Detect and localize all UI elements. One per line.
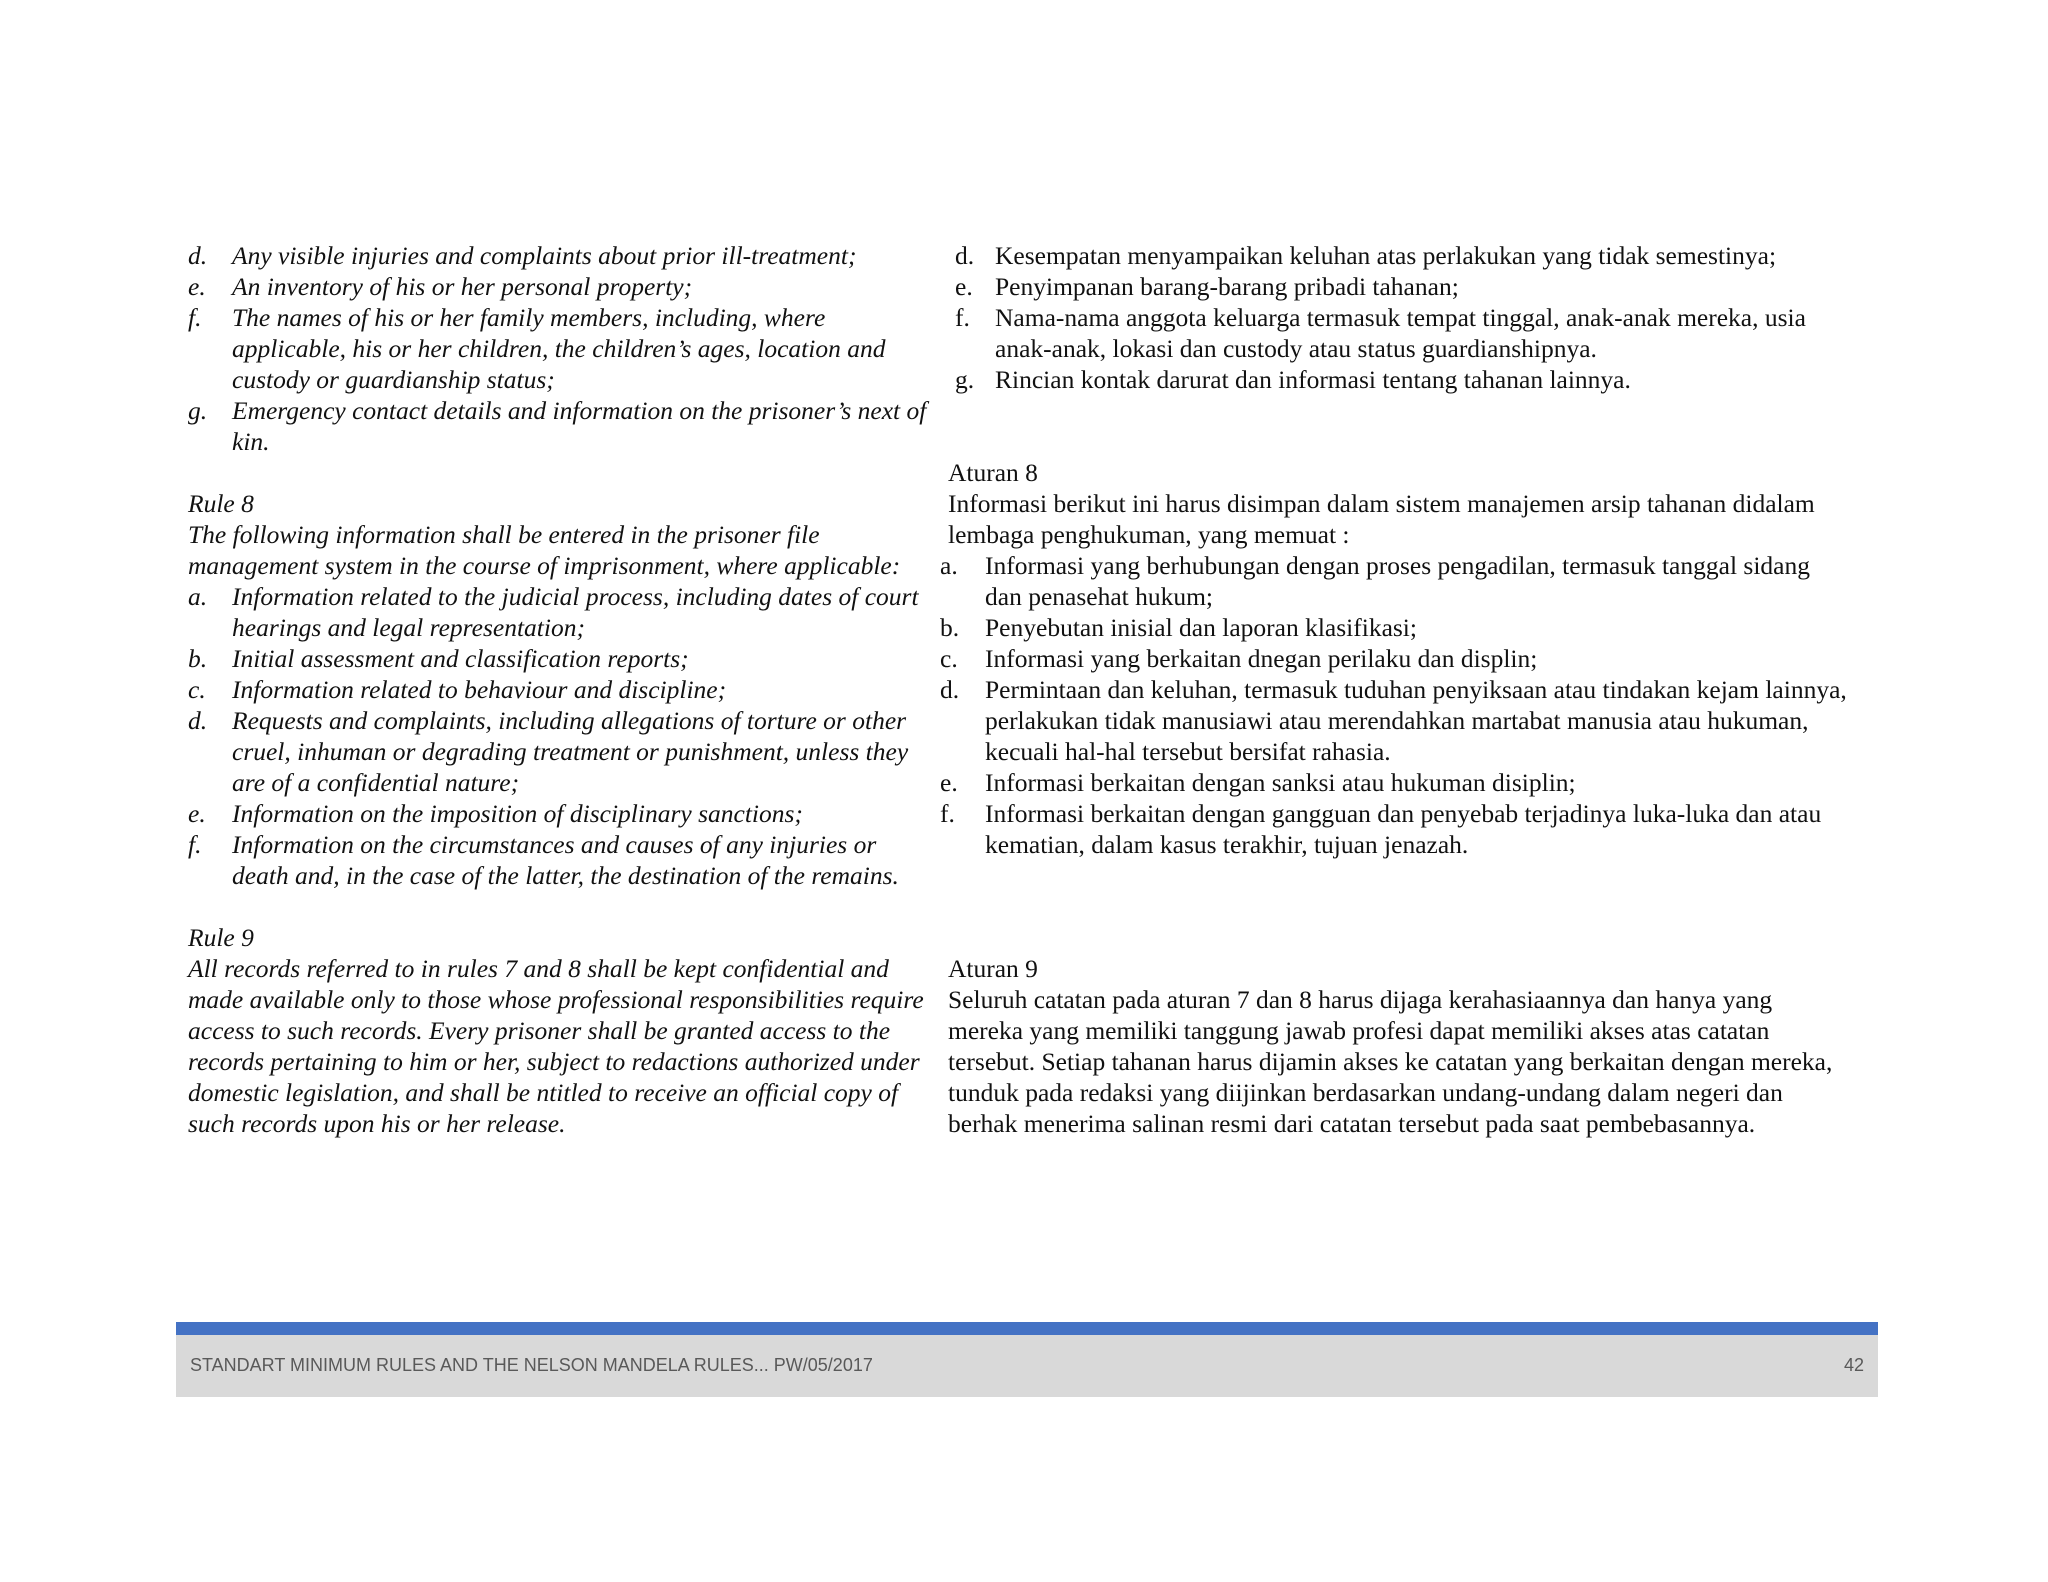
list-item: [188, 271, 928, 302]
list-marker: e.: [940, 768, 958, 797]
rule-8-intro: The following information shall be entered in the prisoner file management system in the course of imprisonment, where applicable:: [188, 520, 901, 580]
list-marker: b.: [940, 613, 960, 642]
list-marker: c.: [188, 675, 206, 704]
list-marker: f.: [188, 830, 202, 859]
list-text: Requests and complaints, including allegations of torture or other cruel, inhuman or degrading treatment or punishment, unless they are of a confidential nature;: [232, 706, 909, 797]
list-text: Kesempatan menyampaikan keluhan atas perlakukan yang tidak semestinya;: [995, 241, 1777, 270]
list-text: Information on the imposition of disciplinary sanctions;: [232, 799, 803, 828]
list-marker: c.: [940, 644, 958, 673]
list-marker: a.: [188, 582, 208, 611]
list-marker: a.: [940, 551, 958, 580]
list-text: Initial assessment and classification reports;: [232, 644, 689, 673]
list-item: [940, 798, 1848, 860]
page-number: 42: [1843, 1355, 1864, 1375]
list-item: [188, 240, 928, 271]
list-marker: d.: [188, 706, 208, 735]
list-marker: f.: [188, 303, 202, 332]
list-item: [940, 550, 1848, 612]
rule-9-heading: Rule 9: [188, 923, 254, 952]
footer-accent-bar: [176, 1322, 1878, 1335]
aturan-8-heading: Aturan 8: [948, 458, 1038, 487]
list-marker: b.: [188, 644, 208, 673]
list-text: Penyimpanan barang-barang pribadi tahanan;: [995, 272, 1459, 301]
list-text: Informasi berkaitan dengan sanksi atau hukuman disiplin;: [985, 768, 1576, 797]
rule-8-heading: Rule 8: [188, 489, 254, 518]
rule-8-section: [188, 488, 928, 891]
list-text: Rincian kontak darurat dan informasi tentang tahanan lainnya.: [995, 365, 1631, 394]
list-text: Informasi yang berhubungan dengan proses pengadilan, termasuk tanggal sidang dan penasehat hukum;: [985, 551, 1810, 611]
list-text: Nama-nama anggota keluarga termasuk tempat tinggal, anak-anak mereka, usia anak-anak, lokasi dan custody atau status guardianshipnya.: [995, 303, 1806, 363]
page-footer: [176, 1335, 1878, 1397]
list-item: [188, 302, 928, 395]
list-item: [188, 798, 928, 829]
list-text: Permintaan dan keluhan, termasuk tuduhan penyiksaan atau tindakan kejam lainnya, perlakukan tidak manusiawi atau merendahkan martabat manusia atau hukuman, kecuali hal-hal tersebut bersifat rahasia.: [985, 675, 1847, 766]
list-text: Informasi yang berkaitan dnegan perilaku dan displin;: [985, 644, 1538, 673]
list-marker: e.: [188, 272, 206, 301]
list-item: [188, 829, 928, 891]
list-marker: d.: [940, 675, 960, 704]
aturan-8-intro: Informasi berikut ini harus disimpan dalam sistem manajemen arsip tahanan didalam lembaga penghukuman, yang memuat :: [948, 489, 1815, 549]
list-text: Penyebutan inisial dan laporan klasifikasi;: [985, 613, 1417, 642]
english-list-top: [188, 240, 928, 457]
list-item: [948, 240, 1848, 271]
indonesian-column: [940, 240, 1848, 1139]
list-marker: f.: [940, 799, 955, 828]
list-marker: f.: [955, 303, 970, 332]
aturan-8-list: [940, 550, 1848, 860]
list-item: [940, 612, 1848, 643]
rule-9-text: All records referred to in rules 7 and 8 shall be kept confidential and made available only to those whose professional responsibilities require access to such records. Every prisoner shall be granted access to the records pertaining to him or her, subject to redactions authorized under domestic legislation, and shall be ntitled to receive an official copy of such records upon his or her release.: [188, 954, 924, 1138]
list-marker: e.: [955, 272, 973, 301]
english-column: [188, 240, 928, 1139]
list-text: Information on the circumstances and causes of any injuries or death and, in the case of the latter, the destination of the remains.: [232, 830, 899, 890]
list-item: [948, 364, 1848, 395]
rule-8-list: [188, 581, 928, 891]
list-marker: g.: [955, 365, 975, 394]
list-item: [940, 643, 1848, 674]
list-text: Informasi berkaitan dengan gangguan dan penyebab terjadinya luka-luka dan atau kematian, dalam kasus terakhir, tujuan jenazah.: [985, 799, 1822, 859]
list-item: [940, 674, 1848, 767]
list-marker: e.: [188, 799, 206, 828]
list-text: Any visible injuries and complaints about prior ill-treatment;: [232, 241, 857, 270]
rule-9-section: [188, 922, 928, 1139]
list-item: [188, 705, 928, 798]
footer-document-title: STANDART MINIMUM RULES AND THE NELSON MANDELA RULES... PW/05/2017: [190, 1355, 873, 1375]
indonesian-list-top: [948, 240, 1848, 395]
list-item: [188, 674, 928, 705]
list-text: Information related to the judicial process, including dates of court hearings and legal representation;: [232, 582, 919, 642]
list-item: [940, 767, 1848, 798]
list-marker: d.: [955, 241, 975, 270]
aturan-9-heading: Aturan 9: [948, 954, 1038, 983]
aturan-9-text: Seluruh catatan pada aturan 7 dan 8 harus dijaga kerahasiaannya dan hanya yang mereka yang memiliki tanggung jawab profesi dapat memiliki akses atas catatan tersebut. Setiap tahanan harus dijamin akses ke catatan yang berkaitan dengan mereka, tunduk pada redaksi yang diijinkan berdasarkan undang-undang dalam negeri dan berhak menerima salinan resmi dari catatan tersebut pada saat pembebasannya.: [948, 985, 1833, 1138]
list-item: [948, 302, 1848, 364]
list-item: [188, 643, 928, 674]
list-text: An inventory of his or her personal property;: [232, 272, 693, 301]
list-item: [188, 395, 928, 457]
list-text: The names of his or her family members, including, where applicable, his or her children, the children’s ages, location and custody or guardianship status;: [232, 303, 886, 394]
list-item: [948, 271, 1848, 302]
list-text: Information related to behaviour and discipline;: [232, 675, 727, 704]
list-marker: g.: [188, 396, 208, 425]
list-item: [188, 581, 928, 643]
aturan-9-section: [948, 953, 1848, 1139]
list-text: Emergency contact details and information on the prisoner’s next of kin.: [232, 396, 927, 456]
aturan-8-section: [940, 457, 1848, 860]
list-marker: d.: [188, 241, 208, 270]
